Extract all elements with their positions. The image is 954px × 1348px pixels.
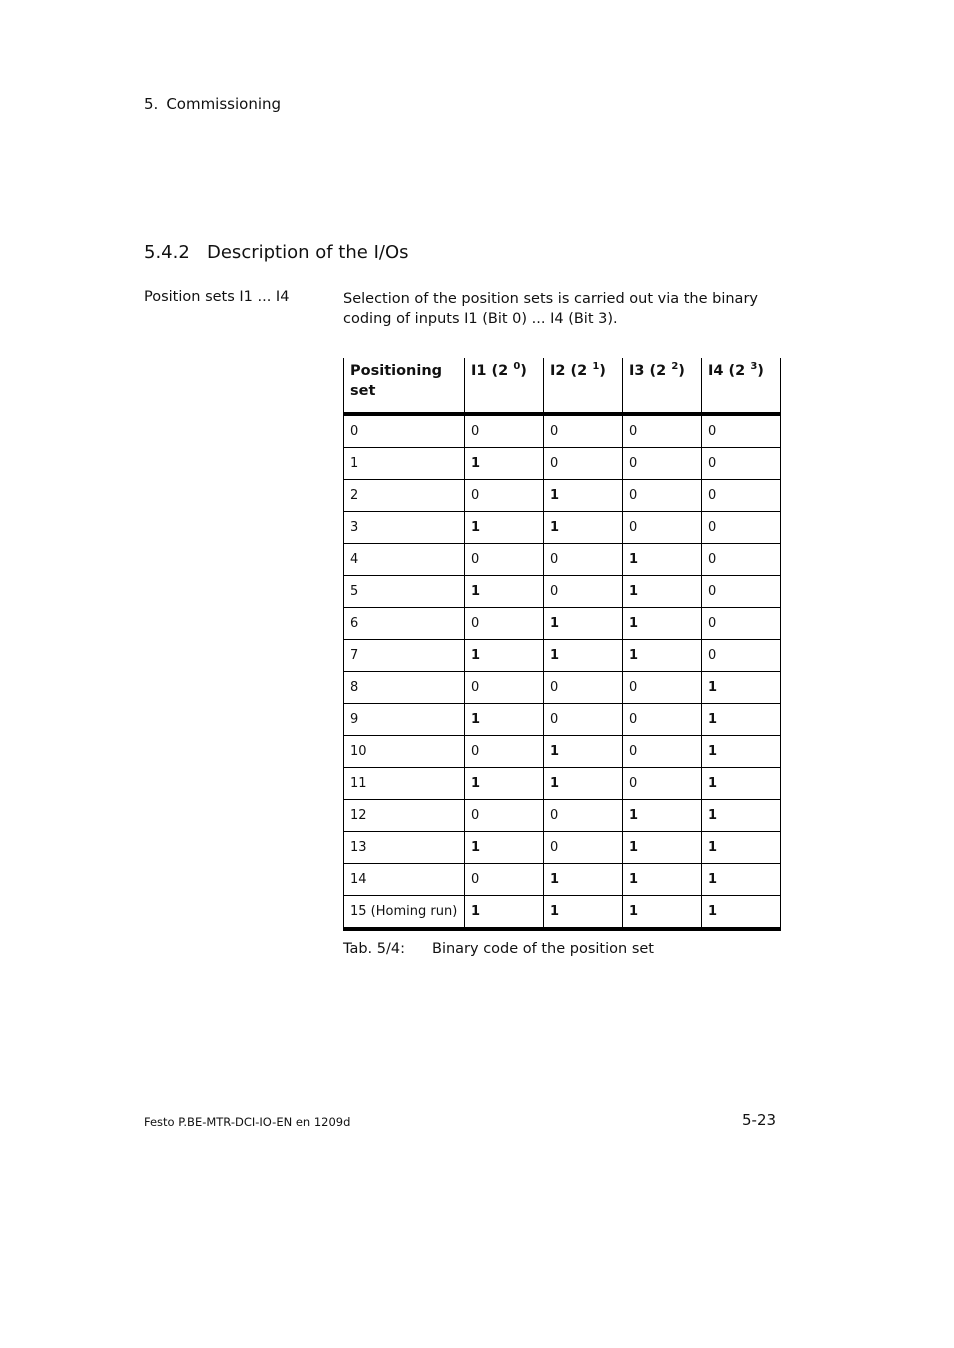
page-number: 5-23 bbox=[742, 1111, 777, 1129]
input-bit-cell: 1 bbox=[544, 768, 623, 800]
input-bit-cell: 1 bbox=[465, 832, 544, 864]
caption-label: Tab. 5/4: bbox=[343, 941, 405, 957]
input-bit-cell: 1 bbox=[465, 640, 544, 672]
input-bit-cell: 1 bbox=[544, 608, 623, 640]
table-row bbox=[344, 832, 781, 864]
input-bit-cell: 1 bbox=[702, 672, 781, 704]
input-bit-cell: 1 bbox=[702, 864, 781, 896]
table-row bbox=[344, 608, 781, 640]
table-row bbox=[344, 414, 781, 448]
table-caption bbox=[343, 941, 654, 957]
input-bit-cell: 0 bbox=[465, 544, 544, 576]
input-bit-cell: 0 bbox=[702, 608, 781, 640]
input-bit-cell: 1 bbox=[702, 832, 781, 864]
input-bit-cell: 0 bbox=[623, 512, 702, 544]
column-header-3 bbox=[623, 358, 702, 414]
input-bit-cell: 0 bbox=[702, 414, 781, 448]
section-heading bbox=[144, 242, 409, 263]
position-set-cell: 13 bbox=[344, 832, 465, 864]
input-bit-cell: 0 bbox=[465, 480, 544, 512]
input-bit-cell: 0 bbox=[702, 576, 781, 608]
input-bit-cell: 0 bbox=[465, 864, 544, 896]
input-bit-cell: 0 bbox=[544, 800, 623, 832]
section-title: Description of the I/Os bbox=[207, 242, 409, 263]
input-bit-cell: 0 bbox=[465, 414, 544, 448]
table-row bbox=[344, 576, 781, 608]
column-header-exponent: 3 bbox=[750, 361, 758, 372]
input-bit-cell: 1 bbox=[544, 864, 623, 896]
input-bit-cell: 0 bbox=[702, 512, 781, 544]
input-bit-cell: 1 bbox=[623, 832, 702, 864]
input-bit-cell: 1 bbox=[544, 640, 623, 672]
column-header-label: Positioning set bbox=[350, 363, 443, 399]
input-bit-cell: 1 bbox=[702, 768, 781, 800]
position-set-cell: 4 bbox=[344, 544, 465, 576]
input-bit-cell: 0 bbox=[544, 832, 623, 864]
chapter-title: Commissioning bbox=[166, 95, 282, 113]
input-bit-cell: 0 bbox=[702, 480, 781, 512]
position-set-cell: 5 bbox=[344, 576, 465, 608]
position-set-cell: 1 bbox=[344, 448, 465, 480]
chapter-number: 5. bbox=[144, 95, 159, 113]
column-header-label: I3 (2 bbox=[629, 363, 667, 379]
column-header-0 bbox=[344, 358, 465, 414]
input-bit-cell: 0 bbox=[544, 704, 623, 736]
position-set-cell: 9 bbox=[344, 704, 465, 736]
position-set-cell: 10 bbox=[344, 736, 465, 768]
input-bit-cell: 0 bbox=[465, 608, 544, 640]
column-header-label: I2 (2 bbox=[550, 363, 588, 379]
input-bit-cell: 1 bbox=[623, 608, 702, 640]
input-bit-cell: 1 bbox=[702, 736, 781, 768]
column-header-tail: ) bbox=[678, 363, 685, 379]
intro-paragraph: Selection of the position sets is carried out via the binary coding of inputs I1 (Bit 0) ... I4 (Bit 3). bbox=[343, 291, 758, 327]
column-header-tail: ) bbox=[599, 363, 606, 379]
table-row bbox=[344, 672, 781, 704]
table-row bbox=[344, 896, 781, 930]
input-bit-cell: 1 bbox=[623, 544, 702, 576]
input-bit-cell: 1 bbox=[623, 864, 702, 896]
input-bit-cell: 1 bbox=[623, 640, 702, 672]
table-row bbox=[344, 864, 781, 896]
table-row bbox=[344, 480, 781, 512]
input-bit-cell: 0 bbox=[465, 800, 544, 832]
input-bit-cell: 0 bbox=[465, 736, 544, 768]
input-bit-cell: 0 bbox=[544, 414, 623, 448]
table-row bbox=[344, 640, 781, 672]
position-set-cell: 8 bbox=[344, 672, 465, 704]
column-header-exponent: 0 bbox=[513, 361, 521, 372]
position-set-cell: 11 bbox=[344, 768, 465, 800]
input-bit-cell: 1 bbox=[544, 736, 623, 768]
position-set-cell: 3 bbox=[344, 512, 465, 544]
table-row bbox=[344, 800, 781, 832]
input-bit-cell: 0 bbox=[702, 640, 781, 672]
table-header-row bbox=[344, 358, 781, 414]
column-header-label: I1 (2 bbox=[471, 363, 509, 379]
column-header-tail: ) bbox=[757, 363, 764, 379]
footer-doc-id: Festo P.BE-MTR-DCI-IO-EN en 1209d bbox=[144, 1115, 351, 1129]
column-header-4 bbox=[702, 358, 781, 414]
input-bit-cell: 0 bbox=[623, 736, 702, 768]
input-bit-cell: 0 bbox=[623, 672, 702, 704]
position-set-cell: 7 bbox=[344, 640, 465, 672]
column-header-label: I4 (2 bbox=[708, 363, 746, 379]
position-set-cell: 14 bbox=[344, 864, 465, 896]
table-row bbox=[344, 736, 781, 768]
input-bit-cell: 0 bbox=[623, 768, 702, 800]
input-bit-cell: 0 bbox=[544, 672, 623, 704]
input-bit-cell: 1 bbox=[702, 704, 781, 736]
input-bit-cell: 1 bbox=[544, 512, 623, 544]
section-number: 5.4.2 bbox=[144, 242, 190, 263]
running-header bbox=[144, 95, 281, 113]
input-bit-cell: 1 bbox=[702, 896, 781, 930]
input-bit-cell: 0 bbox=[623, 704, 702, 736]
input-bit-cell: 1 bbox=[623, 800, 702, 832]
position-set-cell: 0 bbox=[344, 414, 465, 448]
column-header-exponent: 2 bbox=[671, 361, 679, 372]
table-row bbox=[344, 448, 781, 480]
table-row bbox=[344, 512, 781, 544]
input-bit-cell: 0 bbox=[702, 448, 781, 480]
position-set-cell: 2 bbox=[344, 480, 465, 512]
input-bit-cell: 0 bbox=[544, 544, 623, 576]
table-body bbox=[344, 414, 781, 929]
input-bit-cell: 1 bbox=[465, 704, 544, 736]
margin-note: Position sets I1 ... I4 bbox=[144, 289, 290, 305]
input-bit-cell: 1 bbox=[702, 800, 781, 832]
position-set-cell: 15 (Homing run) bbox=[344, 896, 465, 930]
table-row bbox=[344, 704, 781, 736]
table-row bbox=[344, 768, 781, 800]
column-header-2 bbox=[544, 358, 623, 414]
input-bit-cell: 1 bbox=[623, 576, 702, 608]
input-bit-cell: 0 bbox=[465, 672, 544, 704]
input-bit-cell: 0 bbox=[544, 448, 623, 480]
column-header-1 bbox=[465, 358, 544, 414]
position-set-cell: 6 bbox=[344, 608, 465, 640]
input-bit-cell: 1 bbox=[544, 896, 623, 930]
input-bit-cell: 0 bbox=[623, 414, 702, 448]
position-set-cell: 12 bbox=[344, 800, 465, 832]
input-bit-cell: 0 bbox=[544, 576, 623, 608]
column-header-exponent: 1 bbox=[592, 361, 600, 372]
input-bit-cell: 0 bbox=[623, 480, 702, 512]
input-bit-cell: 1 bbox=[465, 576, 544, 608]
input-bit-cell: 1 bbox=[544, 480, 623, 512]
caption-text: Binary code of the position set bbox=[432, 941, 654, 957]
input-bit-cell: 0 bbox=[702, 544, 781, 576]
input-bit-cell: 1 bbox=[623, 896, 702, 930]
input-bit-cell: 0 bbox=[623, 448, 702, 480]
binary-code-table bbox=[343, 358, 780, 931]
table-row bbox=[344, 544, 781, 576]
input-bit-cell: 1 bbox=[465, 512, 544, 544]
column-header-tail: ) bbox=[520, 363, 527, 379]
input-bit-cell: 1 bbox=[465, 768, 544, 800]
input-bit-cell: 1 bbox=[465, 448, 544, 480]
input-bit-cell: 1 bbox=[465, 896, 544, 930]
